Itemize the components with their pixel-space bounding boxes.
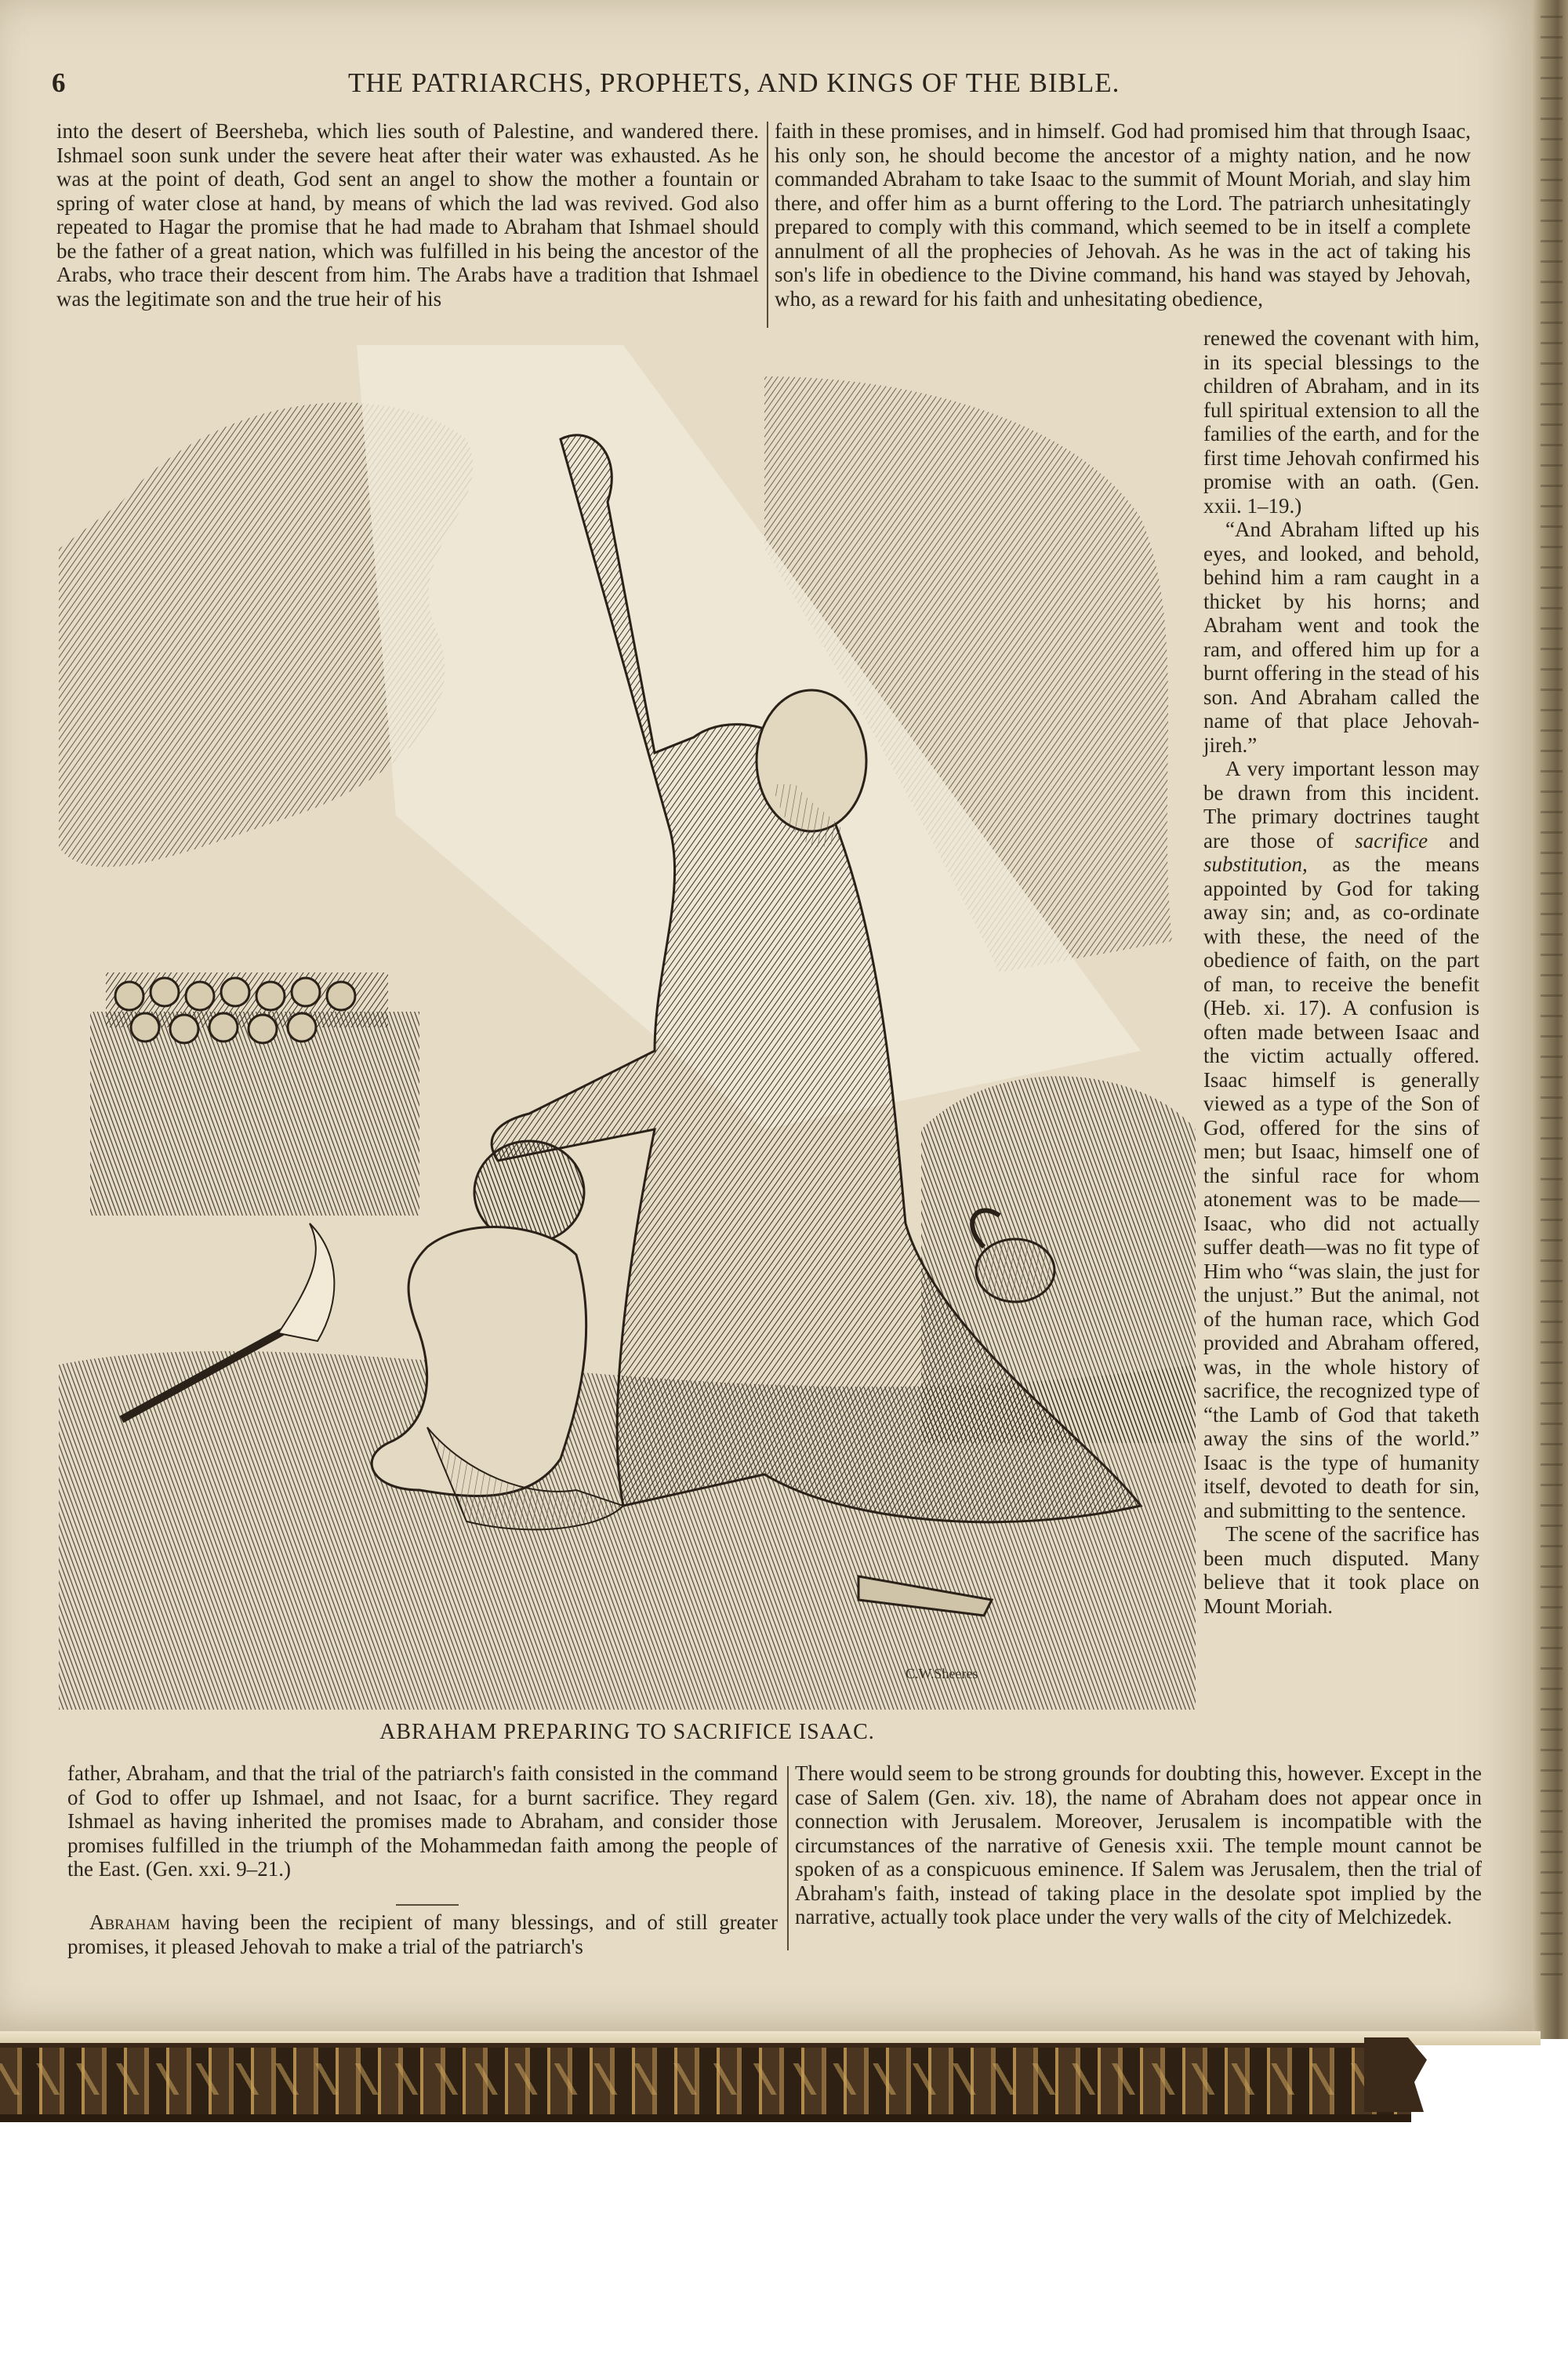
engraving-illustration — [59, 345, 1196, 1710]
bottom-left-paragraph-1: father, Abraham, and that the trial of the patriarch's faith consisted in the command of God to offer up Ishmael, and not Isaac, for a burnt sacrifice. They regard Ishmael as having inherited the promises made to Abraham, and consider those promises fulfilled in the triumph of the Mohammedan faith among the people of the East. (Gen. xxi. 9–21.) — [67, 1761, 778, 1881]
lead-word-abraham: Abraham — [89, 1910, 170, 1934]
column-rule-bottom — [787, 1766, 789, 1950]
side-paragraph-3: A very important lesson may be drawn from this incident. The primary doctrines taught are those of — [1203, 757, 1479, 852]
running-header — [47, 64, 1482, 102]
side-and: and — [1449, 828, 1480, 852]
column-rule-top — [767, 122, 768, 328]
top-right-column: faith in these promises, and in himself. God had promised him that through Isaac, his only son, he should become the ancestor of a mighty nation, and he now commanded Abraham to take Isaac to the summit of Mount Moriah, and slay him there, and offer him as a burnt offering to the Lord. The patriarch unhesitatingly prepared to comply with this command, which seemed to be in itself a complete annulment of all the prophecies of Jehovah. As he was in the act of taking his son's life in obedience to the Divine command, his hand was stayed by Jehovah, who, as a reward for his faith and unhesitating obedience, — [775, 119, 1471, 311]
top-left-column: into the desert of Beersheba, which lies south of Palestine, and wandered there. Ishmael soon sunk under the severe heat after their water was exhausted. As he was at the point of death, God sent an angel to show the mother a fountain or spring of water close at hand, by means of which the lad was revived. God also repeated to Hagar the promise that he had made to Abraham that Ishmael should be the father of a great nation, which was fulfilled in his being the ancestor of the Arabs, who trace their descent from him. The Arabs have a tradition that Ishmael was the legitimate son and the true heir of his — [56, 119, 759, 311]
emphasis-substitution: substitution, — [1203, 852, 1308, 876]
binding-torn-corner — [1364, 2037, 1427, 2112]
bottom-right-column: There would seem to be strong grounds for doubting this, however. Except in the case of Salem (Gen. xiv. 18), the name of Abraham does not appear once in connection with Jerusalem. Moreover, Jerusalem is incompatible with the circumstances of the narrative of Genesis xxii. The temple mount cannot be spoken of as a conspicuous eminence. If Salem was Jerusalem, then the trial of Abraham's faith, instead of taking place in the desolate spot implied by the narrative, actually took place under the very walls of the city of Melchizedek. — [795, 1761, 1482, 1928]
stone-altar — [90, 972, 419, 1216]
side-paragraph-2: “And Abraham lifted up his eyes, and looked, and behold, behind him a ram caught in a thicket by his horns; and Abraham went and took the ram, and offered him up for a burnt offering in the stead of his son. And Abraham called the name of that place Jehovah-jireh.” — [1203, 518, 1479, 757]
bottom-left-paragraph-2-block — [67, 1910, 778, 1958]
engraver-signature: C.W.Sheeres — [906, 1666, 978, 1681]
illustration-caption: ABRAHAM PREPARING TO SACRIFICE ISAAC. — [379, 1720, 875, 1744]
side-paragraph-3-cont: as the means appointed by God for taking away sin; and, as co-ordinate with these, the need of the obedience of faith, on the part of man, to receive the benefit (Heb. xi. 17). A confusion is often made between Isaac and the victim actually offered. Isaac himself is generally viewed as a type of the Son of God, offered for the sins of men; but Isaac, himself one of the sinful race for whom atonement was to be made—Isaac, who did not actually suffer death—was no fit type of Him who “was slain, the just for the unjust.” But the animal, not of the human race, which God provided and Abraham offered, was, in the whole history of sacrifice, the recognized type of “the Lamb of God that taketh away the sins of the world.” Isaac is the type of humanity itself, devoted to death for sin, and submitting to the sentence. — [1203, 852, 1480, 1522]
emphasis-sacrifice: sacrifice — [1355, 828, 1428, 852]
book-binding — [0, 2043, 1411, 2122]
next-page-edge — [1541, 16, 1563, 1976]
side-column — [1203, 326, 1479, 1618]
side-paragraph-1: renewed the covenant with him, in its special blessings to the children of Abraham, and in its full spiritual extension to all the families of the earth, and for the first time Jehovah confirmed his promise with an oath. (Gen. xxii. 1–19.) — [1203, 326, 1479, 518]
bottom-left-column — [67, 1761, 778, 1881]
side-paragraph-4: The scene of the sacrifice has been much disputed. Many believe that it took place on Mount Moriah. — [1203, 1522, 1479, 1618]
section-rule — [396, 1904, 459, 1906]
bottom-left-paragraph-2: having been the recipient of many blessings, and of still greater promises, it pleased Jehovah to make a trial of the patriarch's — [67, 1910, 779, 1958]
running-title: THE PATRIARCHS, PROPHETS, AND KINGS OF THE BIBLE. — [348, 67, 1120, 98]
page-number: 6 — [52, 67, 67, 98]
